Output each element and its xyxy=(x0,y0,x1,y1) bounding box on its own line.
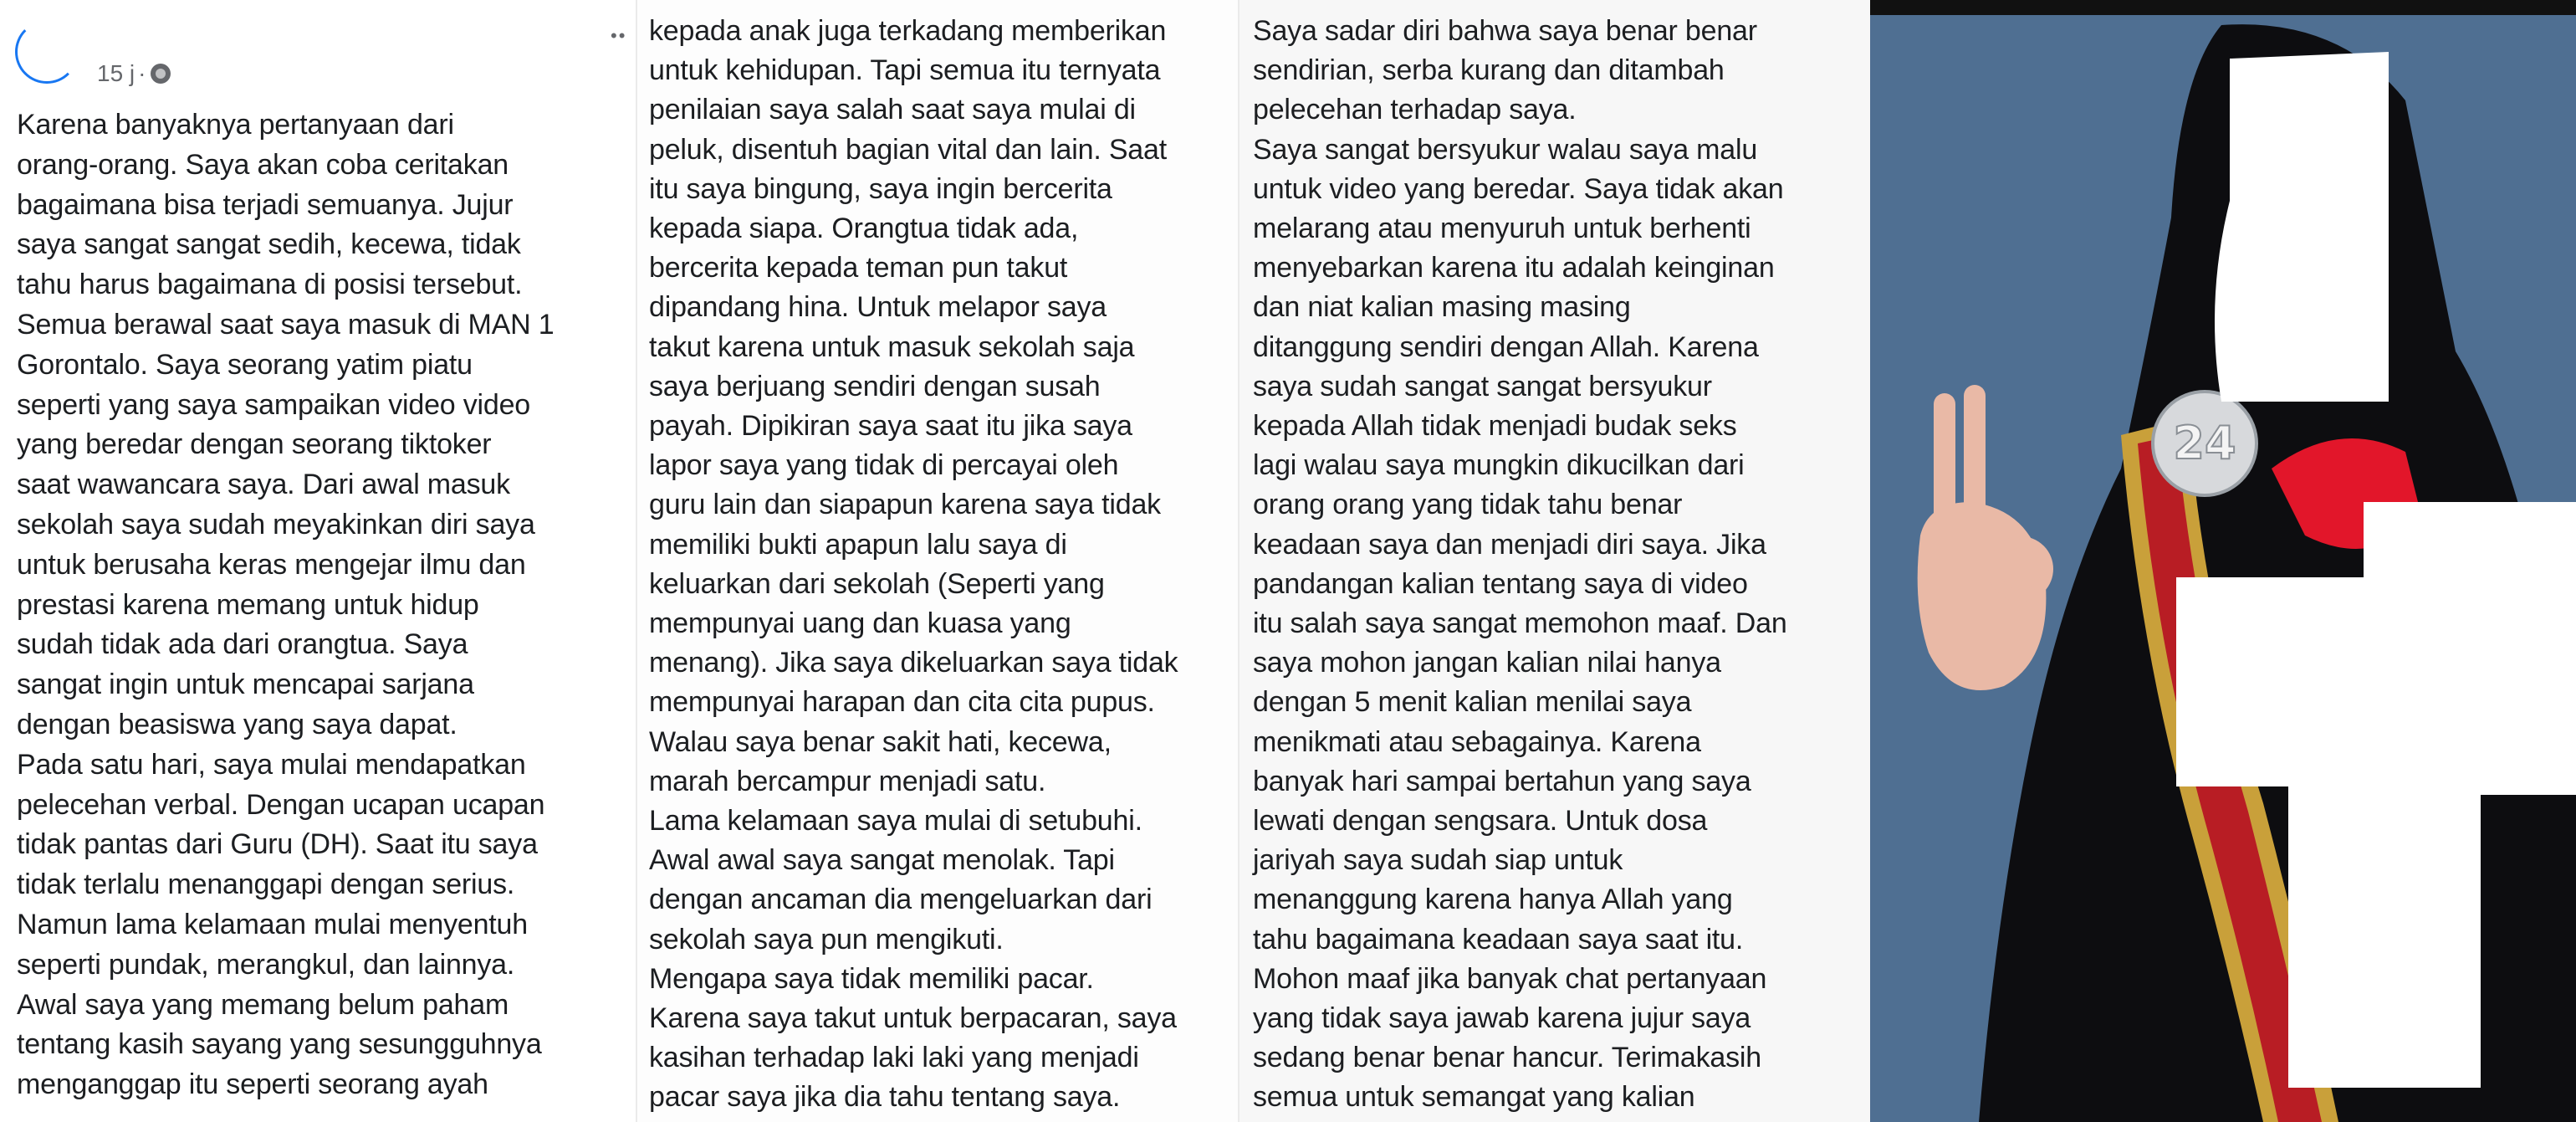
text-line: memiliki bukti apapun lalu saya di xyxy=(649,528,1067,561)
text-line: tahu bagaimana keadaan saya saat itu. xyxy=(1253,923,1744,955)
text-line: Walau saya benar sakit hati, kecewa, xyxy=(649,725,1112,758)
text-line: kepada anak juga terkadang memberikan xyxy=(649,15,1167,47)
text-line: sangat ingin untuk mencapai sarjana xyxy=(17,669,474,701)
text-line: itu saya bingung, saya ingin bercerita xyxy=(649,172,1112,205)
text-line: dengan ancaman dia mengeluarkan dari xyxy=(649,884,1153,916)
text-line: dipandang hina. Untuk melapor saya xyxy=(649,291,1107,324)
text-line: jariyah saya sudah siap untuk xyxy=(1253,844,1623,877)
text-line: pacar saya jika dia tahu tentang saya. xyxy=(649,1081,1121,1114)
text-line: yang tidak saya jawab karena jujur saya xyxy=(1253,1002,1751,1035)
post-meta xyxy=(97,60,171,87)
text-line: Awal awal saya sangat menolak. Tapi xyxy=(649,844,1115,877)
text-line: Mengapa saya tidak memiliki pacar. xyxy=(649,962,1094,995)
text-line: orang orang yang tidak tahu benar xyxy=(1253,489,1683,521)
text-line: menyebarkan karena itu adalah keinginan xyxy=(1253,252,1775,284)
text-line: saya berjuang sendiri dengan susah xyxy=(649,370,1101,402)
text-line: menanggung karena hanya Allah yang xyxy=(1253,884,1733,916)
text-line: dengan 5 menit kalian menilai saya xyxy=(1253,686,1692,719)
text-line: tidak pantas dari Guru (DH). Saat itu saya xyxy=(17,828,538,861)
text-line: bercerita kepada teman pun takut xyxy=(649,252,1068,284)
text-line: sekolah saya sudah meyakinkan diri saya xyxy=(17,508,535,541)
text-line: untuk kehidupan. Tapi semua itu ternyata xyxy=(649,54,1161,87)
text-line: kasihan terhadap laki laki yang menjadi xyxy=(649,1042,1139,1074)
text-line: menang). Jika saya dikeluarkan saya tidak xyxy=(649,647,1178,679)
text-line: lapor saya yang tidak di percayai oleh xyxy=(649,449,1119,482)
text-line: menganggap itu seperti seorang ayah xyxy=(17,1068,488,1101)
text-line: bagaimana bisa terjadi semuanya. Jujur xyxy=(17,188,514,221)
text-line: Mohon maaf jika banyak chat pertanyaan xyxy=(1253,962,1767,995)
text-line: banyak hari sampai bertahun yang saya xyxy=(1253,765,1751,797)
post-text-column-2 xyxy=(636,0,1238,1122)
text-line: takut karena untuk masuk sekolah saja xyxy=(649,330,1135,363)
text-line: Gorontalo. Saya seorang yatim piatu xyxy=(17,348,473,381)
column-divider xyxy=(636,0,637,1122)
text-line: dengan beasiswa yang saya dapat. xyxy=(17,708,457,740)
text-line: melarang atau menyuruh untuk berhenti xyxy=(1253,213,1751,245)
text-line: ditanggung sendiri dengan Allah. Karena xyxy=(1253,330,1759,363)
column-divider xyxy=(1238,0,1239,1122)
text-line: sedang benar benar hancur. Terimakasih xyxy=(1253,1042,1761,1074)
text-line: Awal saya yang memang belum paham xyxy=(17,988,509,1021)
text-line: lewati dengan sengsara. Untuk dosa xyxy=(1253,805,1708,838)
text-line: pandangan kalian tentang saya di video xyxy=(1253,567,1748,600)
text-line: dan niat kalian masing masing xyxy=(1253,291,1631,324)
text-line: Semua berawal saat saya masuk di MAN 1 xyxy=(17,308,555,341)
text-line: peluk, disentuh bagian vital dan lain. Saat xyxy=(649,133,1167,166)
text-line: pelecehan verbal. Dengan ucapan ucapan xyxy=(17,788,545,821)
text-line: menikmati atau sebagainya. Karena xyxy=(1253,725,1701,758)
text-line: payah. Dipikiran saya saat itu jika saya xyxy=(649,410,1132,443)
text-line: saya sangat sangat sedih, kecewa, tidak xyxy=(17,228,521,261)
post-time[interactable]: 15 j xyxy=(97,60,135,86)
person-in-black-hijab-photo xyxy=(1870,0,2576,1122)
text-line: tahu harus bagaimana di posisi tersebut. xyxy=(17,269,523,301)
text-line: keluarkan dari sekolah (Seperti yang xyxy=(649,567,1105,600)
text-line: orang-orang. Saya akan coba ceritakan xyxy=(17,148,509,181)
text-line: saya mohon jangan kalian nilai hanya xyxy=(1253,647,1721,679)
text-line: semua untuk semangat yang kalian xyxy=(1253,1081,1695,1114)
text-line: seperti pundak, merangkul, dan lainnya. xyxy=(17,948,515,981)
post-text-column-3 xyxy=(1238,0,1870,1122)
text-line: kepada siapa. Orangtua tidak ada, xyxy=(649,213,1079,245)
text-line: prestasi karena memang untuk hidup xyxy=(17,588,479,621)
redaction-face xyxy=(2215,52,2389,402)
text-line: guru lain dan siapapun karena saya tidak xyxy=(649,489,1161,521)
text-line: seperti yang saya sampaikan video video xyxy=(17,388,531,421)
text-line: saya sudah sangat sangat bersyukur xyxy=(1253,370,1712,402)
text-line: itu salah saya sangat memohon maaf. Dan xyxy=(1253,607,1787,640)
text-line: marah bercampur menjadi satu. xyxy=(649,765,1046,797)
redaction-block xyxy=(2288,786,2481,1088)
text-line: untuk video yang beredar. Saya tidak akan xyxy=(1253,172,1784,205)
text-line: penilaian saya salah saat saya mulai di xyxy=(649,94,1136,126)
text-line: untuk berusaha keras mengejar ilmu dan xyxy=(17,548,526,581)
text-line: mempunyai harapan dan cita cita pupus. xyxy=(649,686,1155,719)
text-line: sekolah saya pun mengikuti. xyxy=(649,923,1004,955)
text-line: yang beredar dengan seorang tiktoker xyxy=(17,428,492,461)
avatar[interactable] xyxy=(15,20,79,84)
text-line: tentang kasih sayang yang sesungguhnya xyxy=(17,1028,542,1061)
badge-text: 24 xyxy=(2173,417,2236,469)
redaction-block xyxy=(2414,519,2576,795)
text-line: kepada Allah tidak menjadi budak seks xyxy=(1253,410,1737,443)
text-line: Saya sadar diri bahwa saya benar benar xyxy=(1253,15,1757,47)
more-dots-icon[interactable]: •• xyxy=(611,25,627,46)
text-line: lagi walau saya mungkin dikucilkan dari xyxy=(1253,449,1745,482)
text-line: keadaan saya dan menjadi diri saya. Jika xyxy=(1253,528,1766,561)
text-line: mempunyai uang dan kuasa yang xyxy=(649,607,1071,640)
text-line: Karena banyaknya pertanyaan dari xyxy=(17,109,454,141)
meta-separator: · xyxy=(138,60,146,86)
post-header xyxy=(15,17,316,92)
text-line: sudah tidak ada dari orangtua. Saya xyxy=(17,628,468,661)
photo-illustration xyxy=(1870,0,2576,1122)
post-text-column-1 xyxy=(0,0,636,1122)
text-line: Karena saya takut untuk berpacaran, saya xyxy=(649,1002,1177,1035)
text-line: Saya sangat bersyukur walau saya malu xyxy=(1253,133,1758,166)
text-line: saat wawancara saya. Dari awal masuk xyxy=(17,469,510,501)
text-line: Namun lama kelamaan mulai menyentuh xyxy=(17,908,528,940)
text-line: Lama kelamaan saya mulai di setubuhi. xyxy=(649,805,1142,838)
text-line: tidak terlalu menanggapi dengan serius. xyxy=(17,868,515,901)
photo-top-edge xyxy=(1870,0,2576,15)
text-line: sendirian, serba kurang dan ditambah xyxy=(1253,54,1725,87)
globe-icon xyxy=(151,64,171,84)
text-line: Pada satu hari, saya mulai mendapatkan xyxy=(17,748,526,781)
text-line: pelecehan terhadap saya. xyxy=(1253,94,1577,126)
